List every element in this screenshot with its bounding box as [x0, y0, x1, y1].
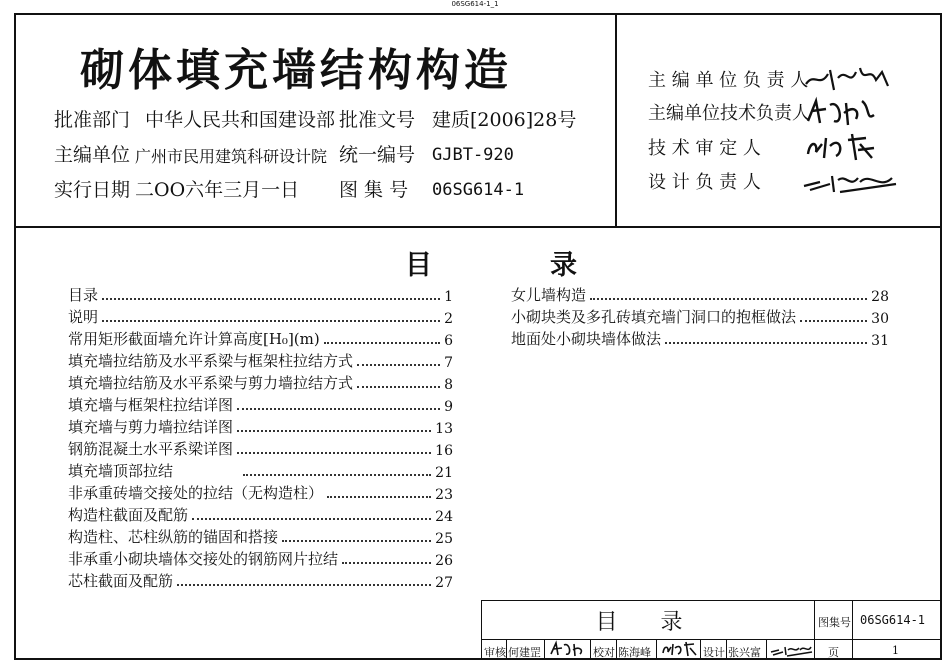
toc-entry-page: 8: [444, 377, 453, 393]
toc-entry-page: 1: [444, 289, 453, 305]
toc-entry[interactable]: [68, 547, 453, 569]
title-block-divider: [616, 639, 617, 660]
atlas-no-value: 06SG614-1: [860, 613, 926, 627]
toc-right-column: [511, 283, 889, 349]
toc-entry-page: 28: [871, 289, 889, 305]
review-name: 何建罡: [508, 646, 541, 659]
page-label: 页: [828, 646, 839, 659]
check-label: 校对: [593, 646, 615, 659]
responsible-label: 主 编 单 位 负 责 人: [648, 70, 809, 91]
toc-entry-title: 地面处小砌块墙体做法: [511, 330, 662, 348]
toc-leader-dots: [237, 452, 431, 454]
toc-entry-title: 女儿墙构造: [511, 286, 587, 304]
toc-entry-page: 21: [435, 465, 453, 481]
title-block-divider: [700, 639, 701, 660]
toc-leader-dots: [237, 408, 440, 410]
toc-entry-page: 23: [435, 487, 453, 503]
toc-entry-title: 非承重小砌块墙体交接处的钢筋网片拉结: [68, 550, 339, 568]
check-name: 陈海峰: [618, 646, 651, 659]
page-number: 1: [892, 644, 899, 657]
atlas-no-value: 06SG614-1: [432, 180, 525, 200]
title-block-divider: [544, 639, 545, 660]
toc-leader-dots: [192, 518, 431, 520]
review-label: 审核: [484, 646, 506, 659]
toc-left-column: [68, 283, 453, 591]
toc-leader-dots: [327, 496, 431, 498]
chief-unit-value: 广州市民用建筑科研设计院: [135, 147, 328, 166]
toc-leader-dots: [357, 364, 440, 366]
toc-entry-title: 构造柱、芯柱纵筋的锚固和搭接: [68, 528, 279, 546]
approval-dept-label: 批准部门: [54, 109, 131, 131]
approval-no-value: 建质[2006]28号: [432, 109, 577, 131]
toc-entry-title: 钢筋混凝土水平系梁详图: [68, 440, 234, 458]
signature-image: [800, 130, 900, 164]
toc-entry-title: 构造柱截面及配筋: [68, 506, 189, 524]
toc-entry[interactable]: [68, 437, 453, 459]
toc-leader-dots: [177, 584, 431, 586]
signature-image: [660, 640, 698, 658]
toc-entry-title: 非承重砖墙交接处的拉结（无构造柱）: [68, 484, 324, 502]
unified-no-label: 统一编号: [339, 144, 416, 166]
toc-entry-title: 小砌块类及多孔砖填充墙门洞口的抱框做法: [511, 308, 797, 326]
toc-entry-title: 填充墙顶部拉结: [68, 462, 174, 480]
title-block-divider: [766, 639, 767, 660]
title-block-divider: [656, 639, 657, 660]
title-block-divider: [590, 639, 591, 660]
toc-entry-page: 16: [435, 443, 453, 459]
toc-leader-dots: [590, 298, 867, 300]
title-block-divider: [814, 601, 815, 659]
responsible-label: 技 术 审 定 人: [648, 138, 761, 159]
toc-entry-page: 13: [435, 421, 453, 437]
toc-entry[interactable]: [68, 503, 453, 525]
page-note: 06SG614-1_1: [451, 0, 499, 8]
title-block-divider: [506, 639, 507, 660]
signature-image: [800, 62, 900, 96]
responsible-row: [648, 62, 918, 96]
toc-leader-dots: [282, 540, 431, 542]
toc-entry[interactable]: [511, 305, 889, 327]
toc-entry[interactable]: [68, 481, 453, 503]
toc-entry[interactable]: [68, 371, 453, 393]
toc-leader-dots: [102, 320, 440, 322]
toc-entry[interactable]: [511, 327, 889, 349]
responsible-label: 设 计 负 责 人: [648, 172, 761, 193]
toc-heading-char: 录: [550, 250, 577, 281]
toc-entry-page: 24: [435, 509, 453, 525]
toc-entry-page: 6: [444, 333, 453, 349]
toc-entry[interactable]: [68, 415, 453, 437]
toc-entry-page: 2: [444, 311, 453, 327]
signature-image: [800, 164, 900, 198]
toc-entry[interactable]: [68, 349, 453, 371]
title-block: [481, 600, 942, 660]
responsible-row: [648, 95, 918, 129]
toc-entry[interactable]: [68, 459, 453, 481]
toc-entry-page: 25: [435, 531, 453, 547]
toc-leader-dots: [324, 342, 440, 344]
approval-no-label: 批准文号: [339, 109, 416, 131]
effective-date-label: 实行日期: [54, 179, 131, 201]
toc-entry-page: 9: [444, 399, 453, 415]
toc-leader-dots: [800, 320, 867, 322]
responsible-row: [648, 164, 918, 198]
responsible-label: 主编单位技术负责人: [648, 103, 810, 124]
toc-entry[interactable]: [68, 305, 453, 327]
toc-entry-title: 说明: [68, 308, 99, 326]
toc-entry[interactable]: [68, 569, 453, 591]
toc-entry[interactable]: [68, 327, 453, 349]
toc-heading: [405, 243, 577, 282]
signature-image: [769, 641, 813, 657]
title-block-title: 目 录: [595, 610, 701, 635]
toc-entry[interactable]: [511, 283, 889, 305]
toc-entry-title: 芯柱截面及配筋: [68, 572, 174, 590]
toc-entry-title: 目录: [68, 286, 99, 304]
toc-leader-dots: [665, 342, 867, 344]
toc-entry-title: 填充墙拉结筋及水平系梁与剪力墙拉结方式: [68, 374, 354, 392]
toc-leader-dots: [357, 386, 440, 388]
header-divider: [14, 226, 942, 228]
toc-entry-title: 填充墙与剪力墙拉结详图: [68, 418, 234, 436]
effective-date-value: 二OO六年三月一日: [135, 179, 300, 201]
design-label: 设计: [703, 646, 725, 659]
title-block-divider: [726, 639, 727, 660]
toc-leader-dots: [243, 474, 431, 476]
toc-leader-dots: [237, 430, 431, 432]
signature-image: [548, 640, 588, 658]
page-title: 砌体填充墙结构构造: [80, 45, 512, 96]
toc-entry-page: 27: [435, 575, 453, 591]
toc-entry-page: 7: [444, 355, 453, 371]
atlas-no-label: 图集号: [818, 616, 851, 629]
toc-entry-page: 26: [435, 553, 453, 569]
toc-entry[interactable]: [68, 525, 453, 547]
toc-entry-title: 填充墙与框架柱拉结详图: [68, 396, 234, 414]
title-block-divider: [852, 601, 853, 659]
toc-entry-page: 31: [871, 333, 889, 349]
toc-entry-page: 30: [871, 311, 889, 327]
approval-dept-value: 中华人民共和国建设部: [145, 109, 336, 131]
responsible-row: [648, 130, 918, 164]
toc-leader-dots: [102, 298, 440, 300]
chief-unit-label: 主编单位: [54, 144, 131, 166]
toc-entry[interactable]: [68, 283, 453, 305]
atlas-no-label: 图 集 号: [339, 179, 409, 201]
design-name: 张兴富: [728, 646, 761, 659]
toc-leader-dots: [342, 562, 431, 564]
signature-image: [800, 95, 900, 129]
toc-heading-char: 目: [405, 250, 432, 281]
header-vertical-divider: [615, 13, 617, 226]
toc-entry[interactable]: [68, 393, 453, 415]
toc-entry-title: 常用矩形截面墙允许计算高度[H₀](m): [68, 330, 320, 348]
toc-entry-title: 填充墙拉结筋及水平系梁与框架柱拉结方式: [68, 352, 354, 370]
unified-no-value: GJBT-920: [432, 145, 514, 165]
